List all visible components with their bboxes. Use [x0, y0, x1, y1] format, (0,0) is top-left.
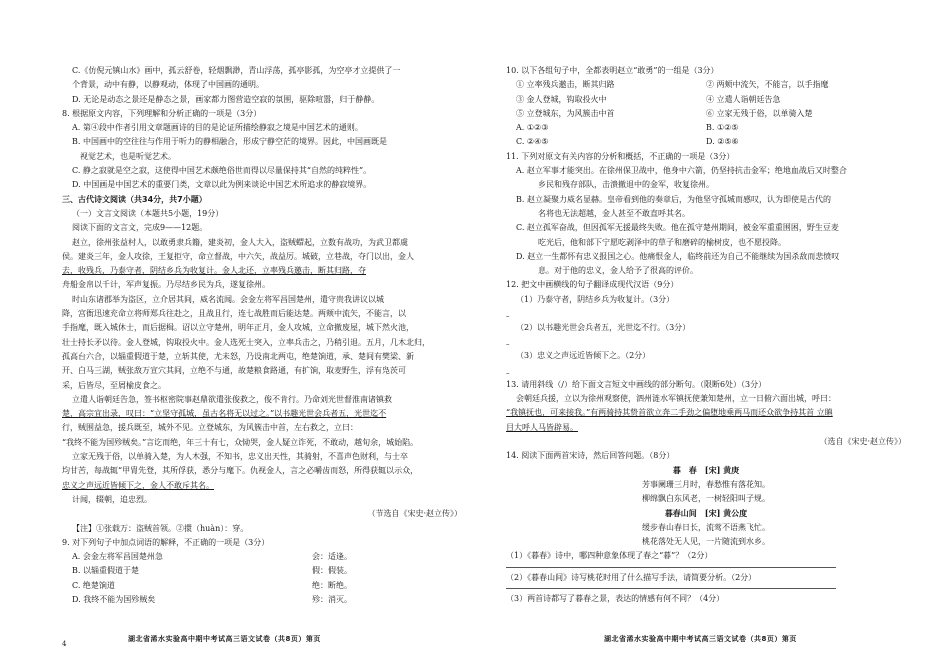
- q14-part-3: （3）两首诗都写了暮春之景，表达的情感有何不同？（4分）: [506, 593, 725, 603]
- subsection-1-instruction: 阅读下面的文言文，完成9——12题。: [72, 223, 208, 233]
- passage-line: 立家无残于俗，以单骑入楚，为人木强，不知书，忠义出天性，其骑射，不喜声色财利，与士卒: [72, 452, 408, 462]
- passage-line: 侯。建炎三年，金人攻徐，王复拒守，命立督战，中六矢，战益厉。城破，立巷战，夺门以出，金人: [62, 251, 414, 261]
- passage-line: 开、白马三湖，贼张敌万宣穴其间，立绝不与通，故楚粮食路通，有扩饷，取麦野生，浮有凫茨可: [62, 366, 406, 376]
- answer-blank[interactable]: –: [506, 368, 510, 377]
- q8-option-b-cont: 视觉艺术，也是听觉艺术。: [80, 151, 176, 161]
- q7-option-c: C.《仿倪元镇山水》画中，孤云舒卷，轻烟飘渺，青山浮荡，孤亭影孤，为空亭才立提供了一: [72, 66, 401, 75]
- q9-option: [62, 550, 462, 564]
- passage-line: 舟船金帛以千计，军声复振。乃尽结乡民为兵，遂复徐州。: [62, 280, 270, 290]
- q10-option: A. ①②③: [516, 123, 549, 133]
- passage-line: 忠义之声远近皆倾下之，金人不敢斥其名。: [62, 480, 214, 490]
- right-column: [506, 64, 906, 606]
- q9-option-explanation: 绝：断绝。: [312, 580, 352, 590]
- q9-option: [62, 593, 462, 607]
- q9-option-sentence: C. 绝楚饷道: [72, 580, 115, 590]
- poem-2-title: 暮春山间 [宋] 黄公度: [664, 508, 748, 519]
- q10-option: C. ②④⑤: [516, 137, 549, 147]
- q8-option-d: D. 中国画是中国艺术的重要门类，文章以此为例来谈论中国艺术所追求的静寂境界。: [72, 180, 372, 190]
- q14-part-1: （1）《暮春》诗中，哪四种意象体现了春之“暮”？（2分）: [506, 551, 713, 561]
- poem-2-line: 缓步春山春日长，流莺不语燕飞忙。: [642, 522, 770, 532]
- q10-item: ② 两颊中流矢，不能言，以手指麾: [706, 80, 829, 90]
- poem-1-line: 柳绵飘白东风老，一树轻阳叫子规。: [642, 494, 770, 504]
- q13-stem: 13. 请用斜线（/）给下面文言短文中画线的部分断句。（限断6处）（3分）: [506, 379, 767, 389]
- passage-line: 降，宫衙迅速充命立将师郑兵往赴之，且战且行，连七战胜而后能达楚。两颊中流矢，不能言，以: [62, 309, 406, 319]
- poem-1-line: 芳事阑珊三月时，春愁惟有落花知。: [642, 479, 770, 489]
- q13-text-line: “我镇抚也，可来接我。”有两骑持其贽首欲立奔二手劲之偏堕地乘两马而还众欲争持其首 立瞋: [506, 408, 833, 418]
- q11-option-c-cont: 吃光后，他和部下宁愿吃剥泽中的草子和磨碎的榆树皮，也不愿投降。: [538, 237, 786, 247]
- q10-item: ⑥ 立家无残于俗，以单骑入楚: [706, 108, 813, 118]
- q9-option: [62, 564, 462, 578]
- q9-option: [62, 579, 462, 593]
- answer-line[interactable]: [506, 567, 836, 568]
- answer-blank[interactable]: –: [506, 312, 510, 321]
- q10-item-row: [506, 78, 906, 92]
- q7-option-d: D. 无论是动态之景还是静态之景，画家都力图营造空寂的氛围，驱除喧嚣，归于静静。: [72, 94, 380, 104]
- poem-1-title: 暮 春 [宋] 黄庚: [672, 465, 740, 476]
- passage-line: 时山东诸郡举为盗区，立介居其间，威名流闻。会金左将军昌国楚州，遣守贵我讲议以城: [72, 294, 384, 304]
- q10-option-row: [506, 135, 906, 149]
- passage-line: 孤高台六合，以辎重假道于楚，立斩其使，尤未怒，乃设南北两屯，绝楚饷道，承、楚间有樊梁、新: [62, 351, 414, 361]
- q10-option-row: [506, 121, 906, 135]
- q11-option-d-cont: 息。对于他的忠义，金人给予了很高的评价。: [538, 266, 698, 276]
- q12-part-2: （2）以书趣光世会兵者五，光世迄不行。（3分）: [516, 323, 691, 333]
- passage-line: 计闻，辍朝，追忠烈。: [72, 494, 152, 504]
- q14-part-2: （2）《暮春山间》诗写桃花时用了什么描写手法，请简要分析。（2分）: [506, 572, 757, 582]
- q9-option-explanation: 假：假装。: [312, 566, 352, 576]
- passage-line: 去，收残兵，乃泰守者，阴结乡兵为收复计。金人北还，立率残兵邀击，断其归路，夺: [62, 266, 366, 276]
- q10-stem: 10. 以下各组句子中，全都表明赵立“敢勇”的一组是（3分）: [506, 66, 719, 75]
- q13-text-line: 会朝廷兵援，立以为徐州观察使，泗州涟水军镇抚使兼知楚州，立一日俯六面出城，呼曰：: [516, 393, 836, 403]
- q11-option-a: A. 赵立军事才能突出。在徐州保卫战中，他身中六箭，仍坚持抗击金军；绝地血战后又时整合: [516, 166, 847, 176]
- q12-stem: 12. 把文中画横线的句子翻译成现代汉语（9分）: [506, 280, 679, 290]
- q8-option-c: C. 静之寂就是空之寂，这使得中国艺术颇绝俗世而得以尽量保持其“自然的纯粹性”。: [72, 166, 372, 176]
- q9-option-explanation: 殄：消灭。: [312, 594, 352, 604]
- q8-option-a: A. 第④段中作者引用文章题画诗的目的是论证所描绘静寂之境是中国艺术的通则。: [72, 123, 363, 133]
- q9-option-sentence: D. 我终不能为国殄贼矣: [72, 594, 156, 604]
- q8-option-b: B. 中国画中的空往往与作用于听力的静相融合，形成宁静空茫的境界。因此，中国画既是: [72, 137, 387, 147]
- q10-item-row: [506, 107, 906, 121]
- passage-line: 均甘苦，每战辄“甲胄先登，其所俘获，悉分与麾下。仇视金人，言之必嚼齿而怒，所得获辄以示众，: [62, 466, 419, 476]
- q11-option-a-cont: 乡民和残存部队，击溃撤退中的金军，收复徐州。: [538, 180, 714, 190]
- passage-line: “我终不能为国殄贼矣。”言讫而绝，年三十有七，众恸哭，金人疑立诈死，不敢动，越旬余，城始陷。: [62, 437, 419, 447]
- q10-option: D. ②⑤⑥: [706, 137, 739, 147]
- passage-source: （节选自《宋史·赵立传》）: [367, 509, 462, 519]
- passage-line: 壮士持长矛以待。金人登城，钩取投火中。金人选死士突入，立率兵击之，乃稍引退。五月，几木北归，: [62, 337, 430, 347]
- q9-option-sentence: B. 以辎重假道于楚: [72, 566, 139, 576]
- answer-blank[interactable]: –: [506, 340, 510, 349]
- page-number: 4: [62, 640, 67, 648]
- passage-line: 立遣人诣朝廷告急，签书枢密院事赵鼎欲遣张俊救之，俊不肯行。乃命刘光世督淮南诸镇救: [72, 394, 392, 404]
- q10-item: ⑤ 立登城东，为风簇击中首: [516, 108, 615, 118]
- left-column: [62, 64, 462, 607]
- passage-line: 采，后皆尽，至屑榆皮食之。: [62, 380, 166, 390]
- q10-option: B. ①②⑤: [706, 123, 739, 133]
- q10-item-row: [506, 93, 906, 107]
- section-3-heading: 三、古代诗文阅读（共34分，共7小题）: [62, 194, 207, 204]
- q11-option-b: B. 赵立凝聚力威名显赫。皇帝看到他的奏章后，为他坚守孤城而感叹，认为即使是古代的: [516, 194, 831, 204]
- passage-line: 赵立，徐州张益村人，以敢勇隶兵籍，建炎初，金人大入，盗贼蝟起，立数有战功，为武卫都虞: [72, 237, 408, 247]
- q11-option-d: D. 赵立一生都怀有忠义报国之心。他痛恨金人，临终前还为自己不能继续为国杀敌而悲愤叹: [516, 251, 840, 261]
- q13-source: （选自《宋史·赵立传》）: [819, 436, 906, 446]
- q13-text-line: 目大呼人马皆辟易。: [506, 422, 578, 432]
- passage-line: 楚，高宗宜出录，叹曰：“立坚守孤城，虽古名将无以过之。”以书趣光世会兵者五，光世迄不: [62, 409, 387, 419]
- q11-stem: 11. 下列对原文有关内容的分析和概括，不正确的一项是（3分）: [506, 151, 735, 161]
- q12-part-1: （1）乃泰守者，阴结乡兵为收复计。（3分）: [516, 294, 675, 304]
- q9-option-explanation: 会：适逢。: [312, 552, 352, 562]
- poem-2-line: 桃花落处无人见，一片随流到水乡。: [642, 536, 770, 546]
- subsection-1-heading: （一）文言文阅读（本题共5小题，19分）: [72, 208, 224, 218]
- passage-line: 手指麾，既入城休士，而后据楫。诏以立守楚州，明年正月，金人攻城，立命撤废屋，城下然火池，: [62, 323, 414, 333]
- left-footer: 湖北省浠水实验高中期中考试高三语文试卷（共8页）第页: [128, 635, 321, 643]
- right-footer: 湖北省浠水实验高中期中考试高三语文试卷（共8页）第页: [604, 635, 797, 643]
- classical-passage: [62, 236, 462, 508]
- q7-option-c-cont: 个背景，动中有静，以静观动，体现了中国画的通明。: [72, 80, 264, 90]
- q11-option-b-cont: 名将也无法超越，金人甚至不敢直呼其名。: [538, 208, 690, 218]
- q9-stem: 9. 对下列句子中加点词语的解释，不正确的一项是（3分）: [62, 537, 270, 547]
- q11-option-c: C. 赵立孤军奋战，但因孤军无援最终失败。他在孤守楚州期间，被金军重重围困，野生豆麦: [516, 223, 839, 233]
- passage-note: 【注】①张载万：盗贼首领。②擐（huàn）：穿。: [72, 523, 249, 533]
- q10-item: ① 立率残兵邀击，断其归路: [516, 80, 615, 90]
- q9-option-sentence: A. 会金左将军昌国楚州急: [72, 552, 163, 562]
- q12-part-3: （3）忠义之声远近皆倾下之。（2分）: [516, 351, 651, 361]
- answer-line[interactable]: [506, 588, 836, 589]
- q14-stem: 14. 阅读下面两首宋诗，然后回答问题。（8分）: [506, 451, 675, 461]
- q10-item: ④ 立遣人诣朝廷告急: [706, 94, 781, 104]
- passage-line: 行，贼围益急，援兵既至，城外不见。立登城东，为风簇击中首，左右救之，立曰：: [62, 423, 358, 433]
- q8-stem: 8. 根据原文内容，下列理解和分析正确的一项是（3分）: [62, 108, 262, 118]
- q10-item: ③ 金人登城，钩取投火中: [516, 94, 607, 104]
